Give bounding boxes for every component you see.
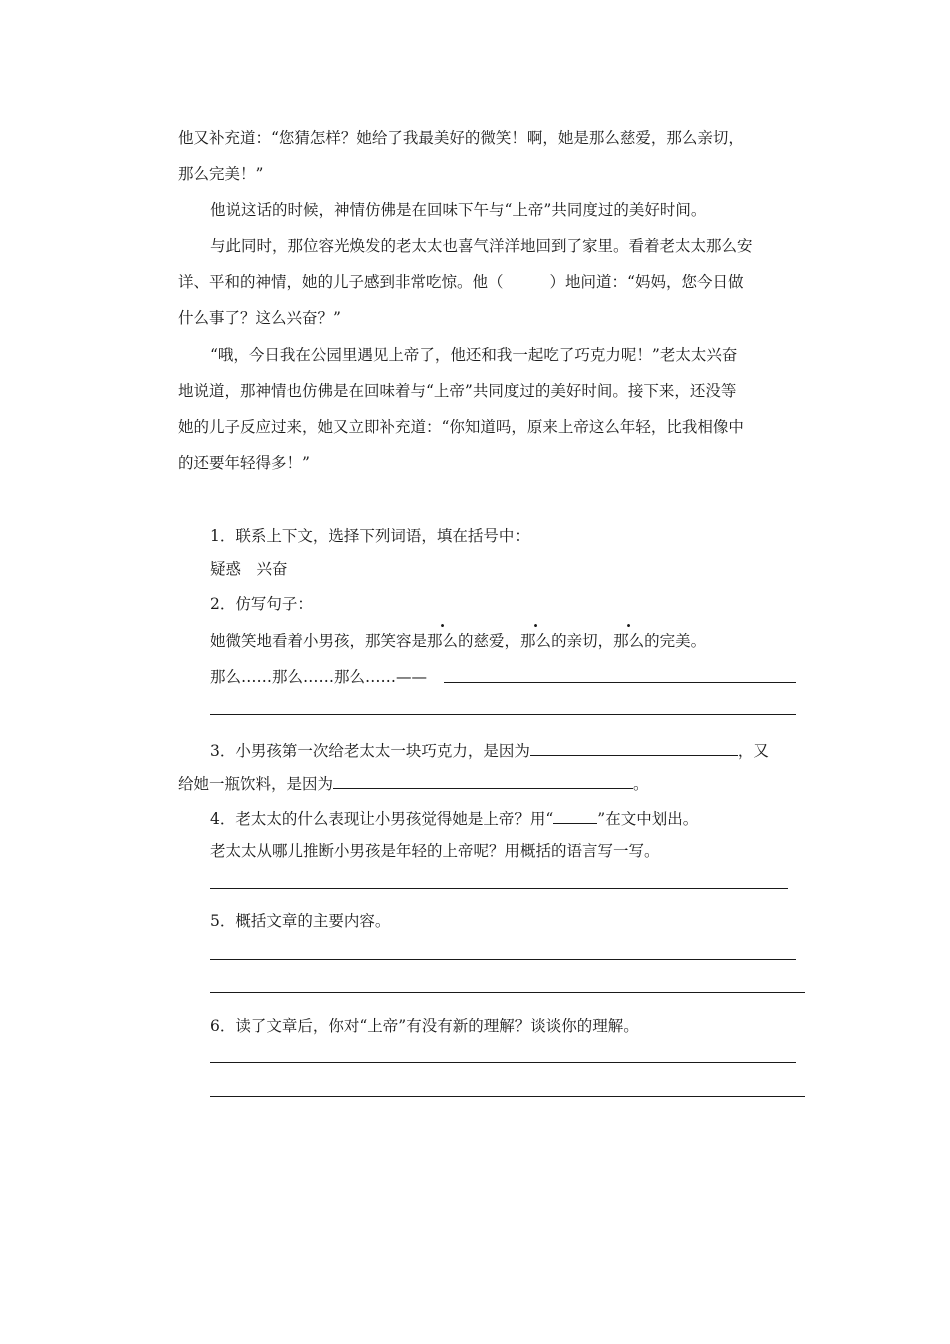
passage-p3-line2-a: 详、平和的神情，她的儿子感到非常吃惊。他（ — [178, 273, 504, 291]
passage-p4-line1: “哦，今日我在公园里遇见上帝了，他还和我一起吃了巧克力呢！”老太太兴奋 — [210, 346, 738, 364]
passage-p3-line2 — [178, 271, 743, 293]
passage-p3-line1: 与此同时，那位容光焕发的老太太也喜气洋洋地回到了家里。看着老太太那么安 — [210, 237, 753, 255]
question-2: 2．仿写句子： — [210, 595, 313, 613]
answer-line-q5-a[interactable] — [210, 959, 796, 960]
underline-mark-sample — [553, 806, 597, 824]
answer-blank-q3-b[interactable] — [333, 771, 633, 789]
question-4-sub: 老太太从哪儿推断小男孩是年轻的上帝呢？用概括的语言写一写。 — [210, 842, 660, 860]
passage-p1-line2: 那么完美！” — [178, 165, 264, 183]
q3-part-2: ，又 — [737, 742, 769, 760]
q4-part-2: ”在文中划出。 — [597, 810, 699, 828]
question-1: 1．联系上下文，选择下列词语，填在括号中： — [210, 527, 530, 545]
question-2-prompt: 那么……那么……那么……—— — [210, 668, 428, 686]
question-6: 6．读了文章后，你对“上帝”有没有新的理解？谈谈你的理解。 — [210, 1017, 639, 1035]
question-2-example-sentence — [210, 630, 706, 652]
emphasis-word-3: 那么 — [613, 632, 645, 650]
answer-line-q2-b[interactable] — [210, 714, 796, 715]
answer-line-q5-b[interactable] — [210, 992, 805, 993]
passage-p4-line4: 的还要年轻得多！” — [178, 454, 310, 472]
question-5: 5．概括文章的主要内容。 — [210, 912, 391, 930]
passage-p4-line3: 她的儿子反应过来，她又立即补充道：“你知道吗，原来上帝这么年轻，比我相像中 — [178, 418, 744, 436]
answer-line-q6-a[interactable] — [210, 1062, 796, 1063]
passage-p2: 他说这话的时候，神情仿佛是在回味下午与“上帝”共同度过的美好时间。 — [210, 201, 707, 219]
passage-p3-line3: 什么事了？这么兴奋？” — [178, 309, 341, 327]
answer-line-q6-b[interactable] — [210, 1096, 805, 1097]
q3-part-3: 给她一瓶饮料，是因为 — [178, 775, 334, 793]
q4-part-1: 4．老太太的什么表现让小男孩觉得她是上帝？用“ — [210, 810, 554, 828]
passage-p4-line2: 地说道，那神情也仿佛是在回味着与“上帝”共同度过的美好时间。接下来，还没等 — [178, 382, 737, 400]
answer-blank-q3-a[interactable] — [530, 738, 738, 756]
passage-p3-line2-b: ）地问道：“妈妈，您今日做 — [549, 273, 744, 291]
example-part-1: 她微笑地看着小男孩，那笑容是 — [210, 632, 428, 650]
q3-part-4: 。 — [633, 775, 649, 793]
example-part-2: 的慈爱， — [458, 632, 521, 650]
question-3-line1 — [210, 738, 769, 762]
passage-p1-line1: 他又补充道：“您猜怎样？她给了我最美好的微笑！啊，她是那么慈爱，那么亲切， — [178, 129, 744, 147]
question-3-line2 — [178, 771, 649, 795]
example-part-4: 的完美。 — [644, 632, 707, 650]
question-4 — [210, 806, 698, 830]
question-1-word-choices: 疑惑 兴奋 — [210, 560, 288, 578]
q3-part-1: 3．小男孩第一次给老太太一块巧克力，是因为 — [210, 742, 530, 760]
emphasis-word-2: 那么 — [520, 632, 552, 650]
emphasis-word-1: 那么 — [427, 632, 459, 650]
example-part-3: 的亲切， — [551, 632, 614, 650]
answer-line-q4[interactable] — [210, 888, 788, 889]
answer-line-q2-a[interactable] — [444, 682, 796, 683]
